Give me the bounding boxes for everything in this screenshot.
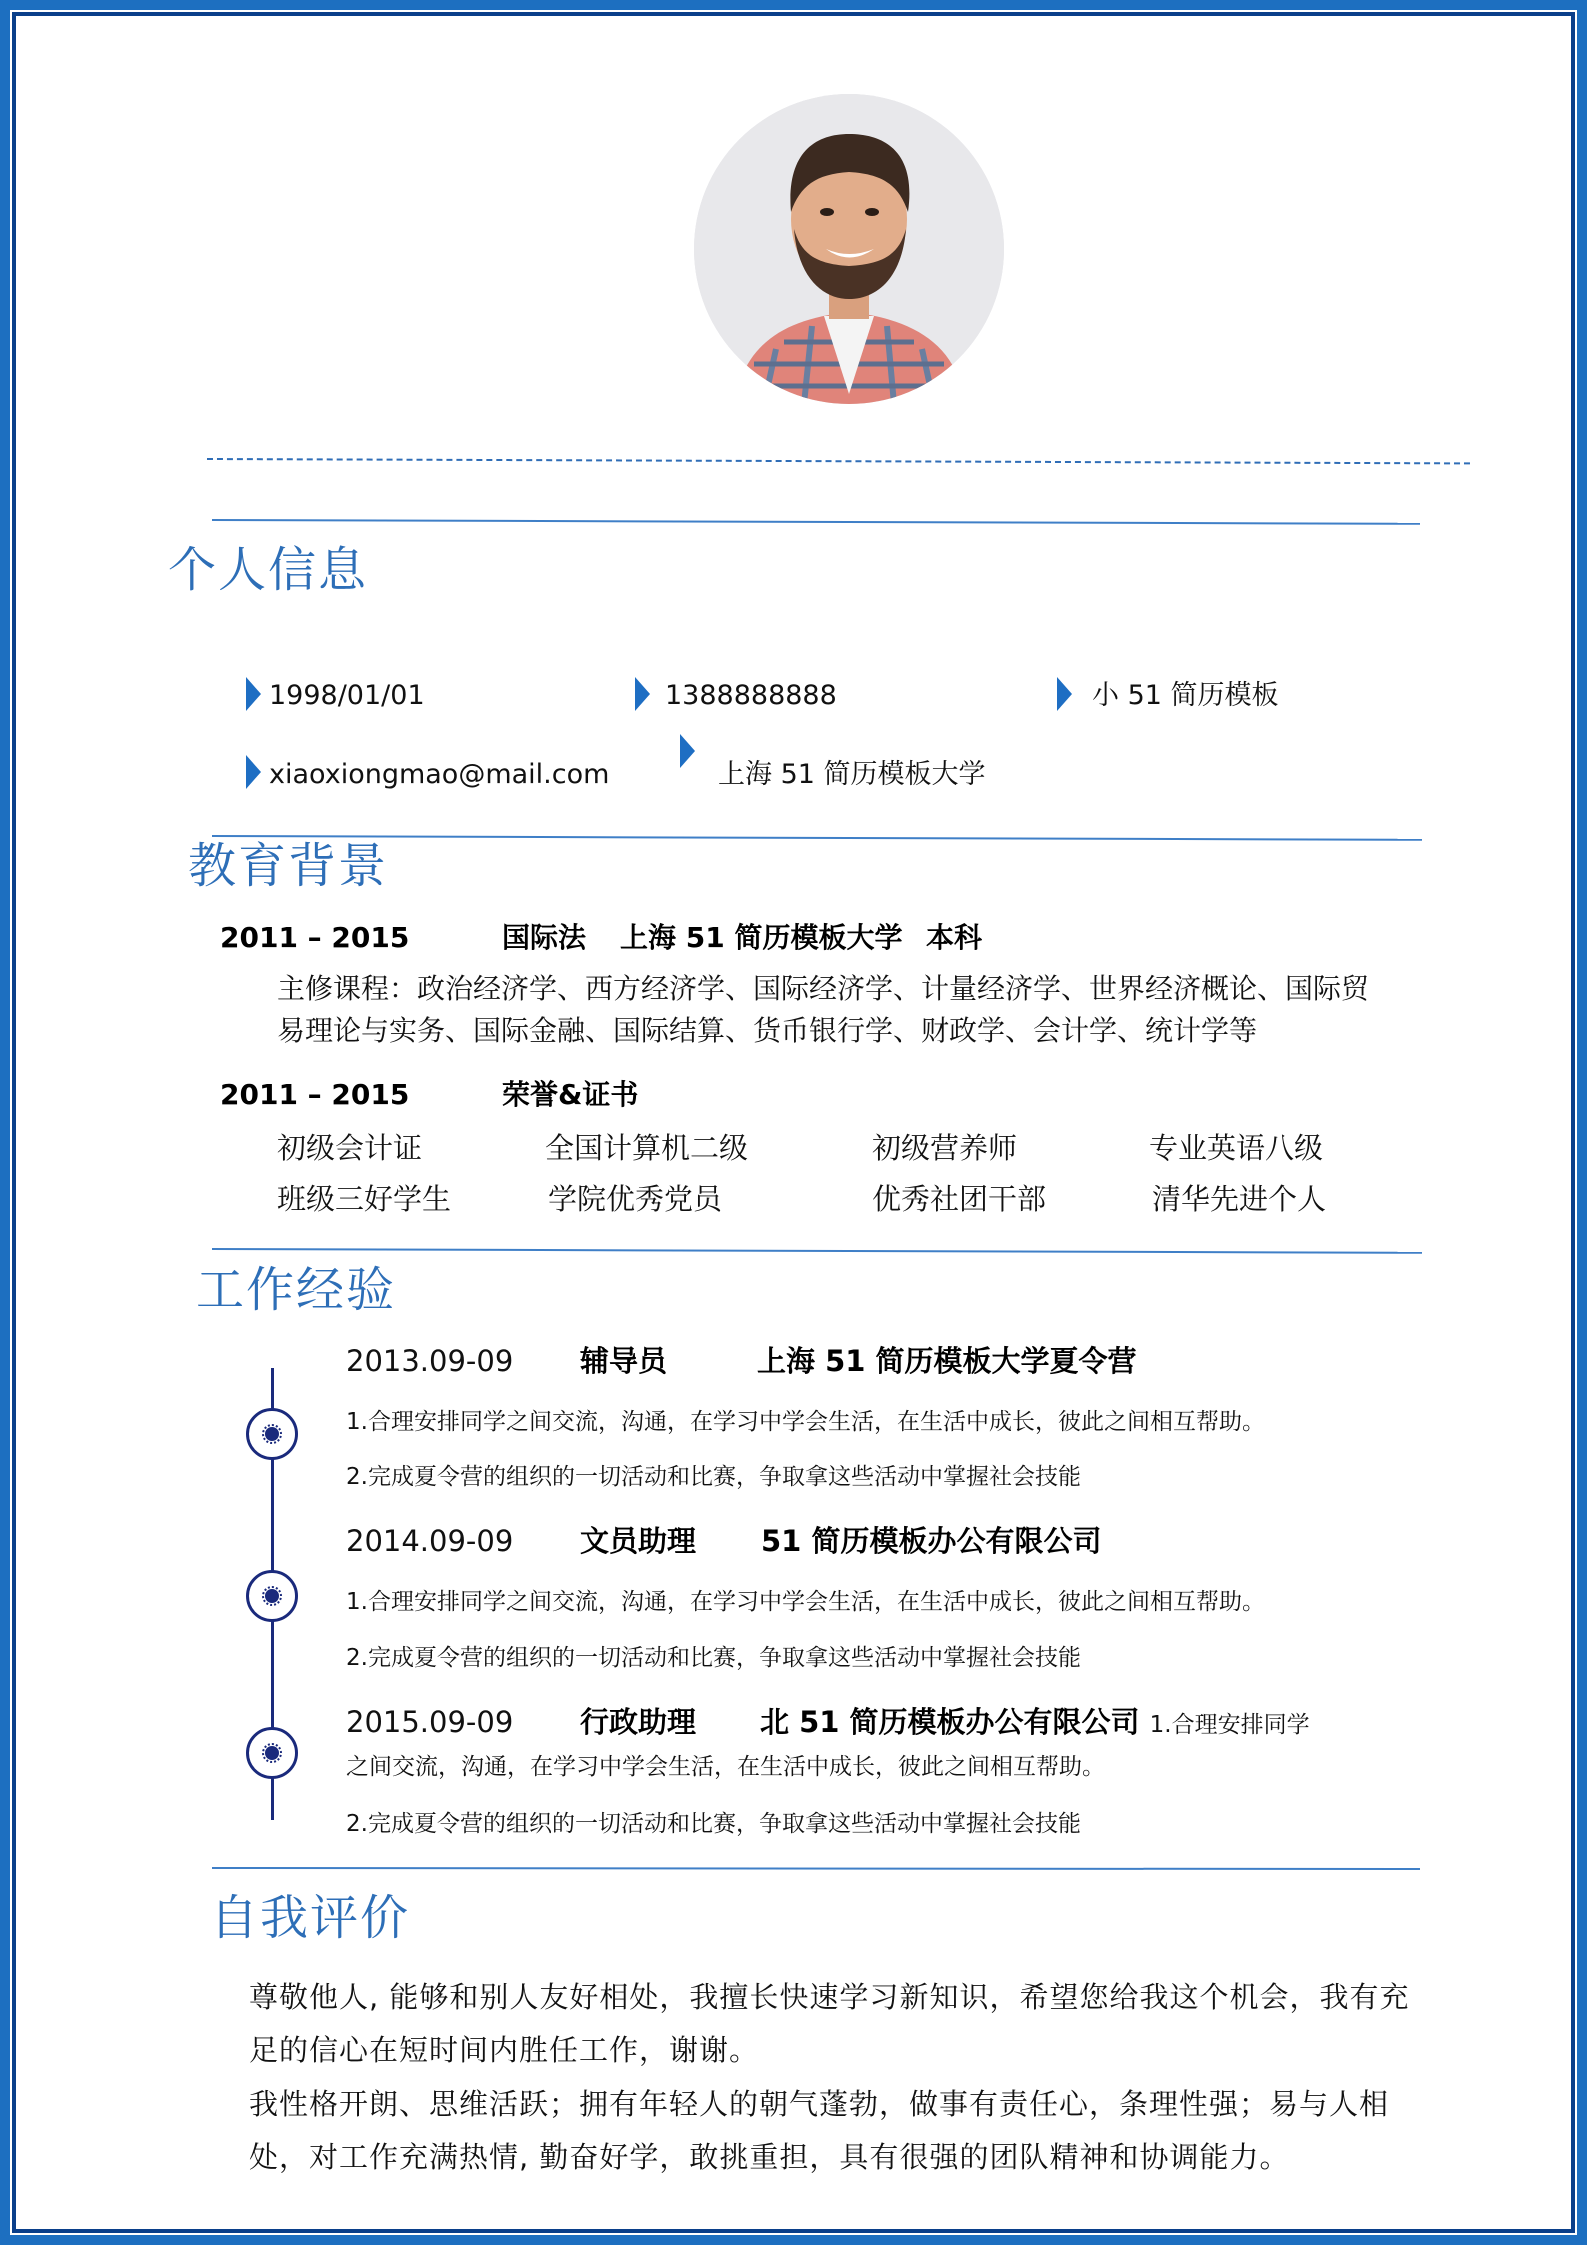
bullet-triangle-icon	[246, 755, 261, 789]
school-value: 上海 51 简历模板大学	[718, 759, 986, 790]
job-date: 2015.09-09	[346, 1705, 514, 1739]
edu-courses-line: 主修课程：政治经济学、西方经济学、国际经济学、计量经济学、世界经济概论、国际贸	[277, 972, 1370, 1005]
bullet-triangle-icon	[680, 734, 695, 768]
honors-title: 荣誉&证书	[502, 1078, 639, 1111]
job-company: 51 简历模板办公有限公司	[761, 1524, 1102, 1558]
name-value: 小 51 简历模板	[1092, 680, 1279, 711]
section-title-work: 工作经验	[196, 1262, 397, 1318]
edu-courses-line: 易理论与实务、国际金融、国际结算、货币银行学、财政学、会计学、统计学等	[277, 1014, 1258, 1047]
cert-item: 全国计算机二级	[545, 1131, 749, 1165]
job-description: 2.完成夏令营的组织的一切活动和比赛，争取拿这些活动中掌握社会技能	[346, 1645, 1081, 1671]
self-evaluation-line: 足的信心在短时间内胜任工作，谢谢。	[249, 2033, 760, 2067]
job-company-name: 北 51 简历模板办公有限公司	[760, 1705, 1140, 1739]
edu-degree: 本科	[926, 921, 983, 954]
job-date: 2014.09-09	[346, 1524, 514, 1558]
timeline-node-icon	[246, 1570, 298, 1622]
job-description: 2.完成夏令营的组织的一切活动和比赛，争取拿这些活动中掌握社会技能	[346, 1464, 1081, 1490]
birth-date: 1998/01/01	[269, 680, 425, 711]
cert-item: 班级三好学生	[277, 1182, 452, 1216]
cert-item: 优秀社团干部	[872, 1182, 1047, 1216]
self-evaluation-line: 我性格开朗、思维活跃；拥有年轻人的朝气蓬勃，做事有责任心，条理性强；易与人相	[249, 2087, 1390, 2121]
job-role: 辅导员	[580, 1344, 668, 1378]
phone-number: 1388888888	[665, 680, 837, 711]
job-description: 1.合理安排同学之间交流，沟通，在学习中学会生活，在生活中成长，彼此之间相互帮助。	[346, 1589, 1265, 1615]
job-role: 文员助理	[580, 1524, 697, 1558]
edu-period: 2011 – 2015	[220, 921, 410, 954]
job-description-inline: 1.合理安排同学	[1149, 1712, 1310, 1738]
cert-item: 学院优秀党员	[548, 1182, 723, 1216]
bullet-triangle-icon	[246, 677, 261, 711]
cert-item: 初级营养师	[872, 1131, 1018, 1165]
job-description: 1.合理安排同学之间交流，沟通，在学习中学会生活，在生活中成长，彼此之间相互帮助。	[346, 1409, 1265, 1435]
job-description: 之间交流，沟通，在学习中学会生活，在生活中成长，彼此之间相互帮助。	[346, 1754, 1105, 1780]
bullet-triangle-icon	[635, 677, 650, 711]
self-evaluation-line: 尊敬他人, 能够和别人友好相处，我擅长快速学习新知识，希望您给我这个机会，我有充	[249, 1980, 1410, 2014]
job-description: 2.完成夏令营的组织的一切活动和比赛，争取拿这些活动中掌握社会技能	[346, 1811, 1081, 1837]
section-title-self: 自我评价	[210, 1890, 411, 1946]
job-company: 上海 51 简历模板大学夏令营	[757, 1344, 1137, 1378]
email-value: xiaoxiongmao@mail.com	[269, 759, 610, 790]
timeline-node-icon	[246, 1408, 298, 1460]
timeline-node-icon	[246, 1727, 298, 1779]
job-date: 2013.09-09	[346, 1344, 514, 1378]
job-role: 行政助理	[580, 1705, 697, 1739]
bullet-triangle-icon	[1057, 677, 1072, 711]
job-company	[760, 1705, 1310, 1739]
section-title-education: 教育背景	[188, 838, 389, 894]
section-title-personal: 个人信息	[168, 542, 369, 598]
cert-item: 清华先进个人	[1152, 1182, 1327, 1216]
edu-school: 上海 51 简历模板大学	[620, 921, 903, 954]
cert-item: 初级会计证	[277, 1131, 423, 1165]
avatar-illustration	[694, 94, 1004, 404]
self-evaluation-line: 处，对工作充满热情, 勤奋好学，敢挑重担，具有很强的团队精神和协调能力。	[249, 2140, 1290, 2174]
profile-photo	[694, 94, 1004, 404]
cert-item: 专业英语八级	[1149, 1131, 1324, 1165]
edu-major: 国际法	[502, 921, 587, 954]
honors-period: 2011 – 2015	[220, 1078, 410, 1111]
